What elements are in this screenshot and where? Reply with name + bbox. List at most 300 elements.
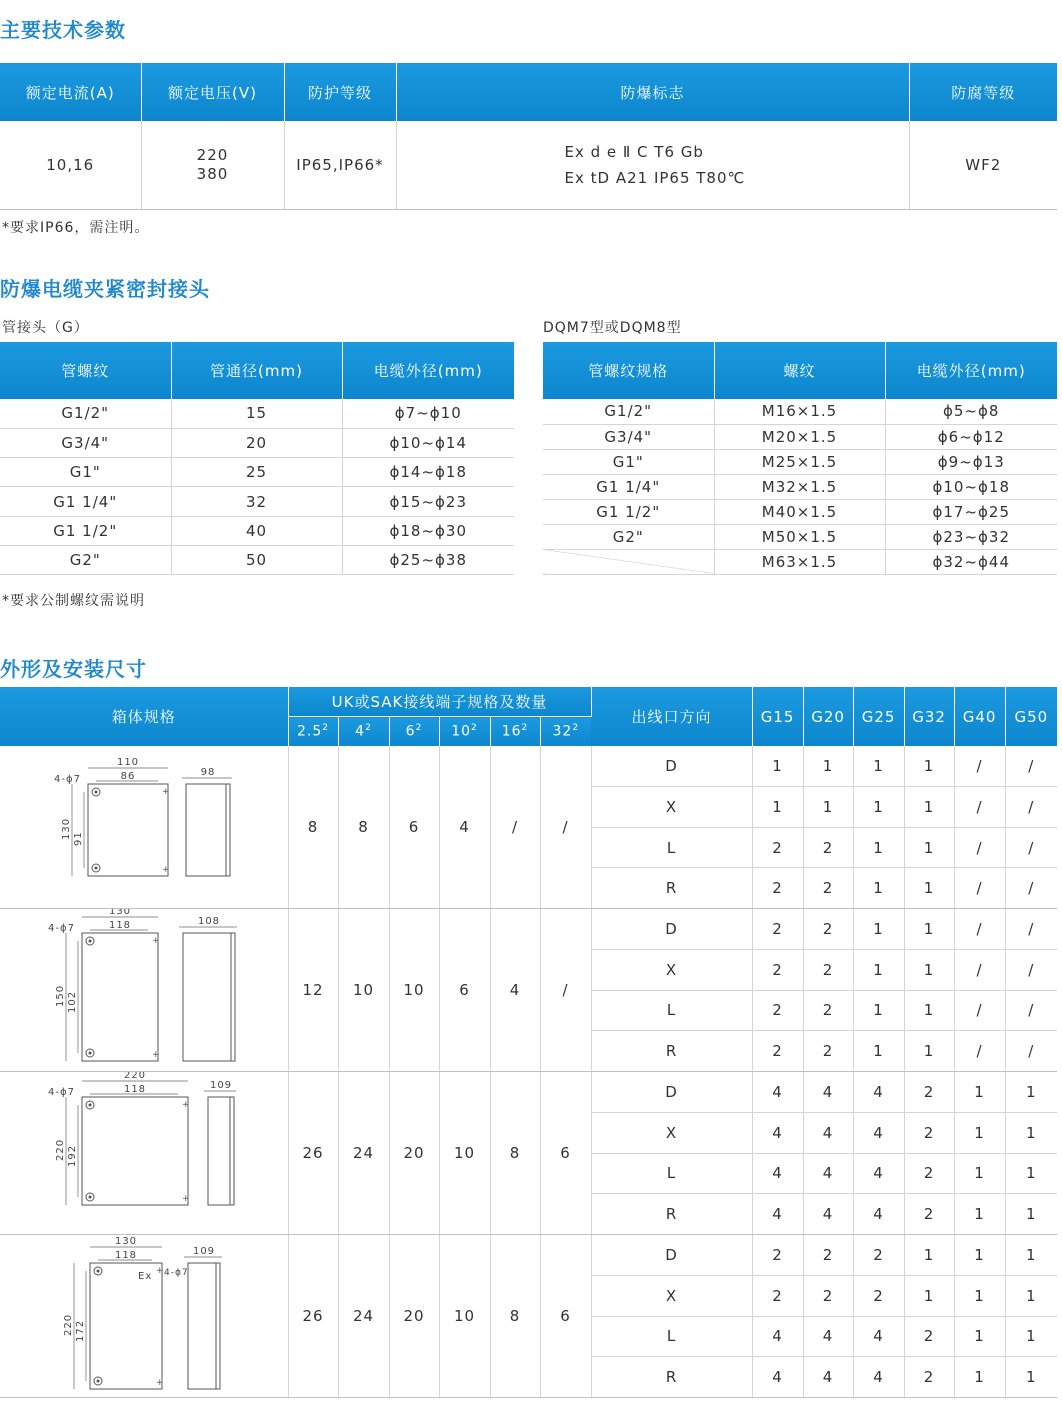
depth-dimension: 108 xyxy=(197,916,221,927)
cable-od-cell: ϕ23~ϕ32 xyxy=(885,524,1057,549)
header-terminal-size xyxy=(540,717,591,747)
terminal-count-cell: 24 xyxy=(338,1072,389,1235)
terminal-count-cell: 26 xyxy=(288,1072,338,1235)
outlet-direction-cell: X xyxy=(591,787,752,828)
gland-count-cell: 1 xyxy=(752,787,803,828)
cable-od-cell: ϕ7~ϕ10 xyxy=(342,399,514,428)
header-ex-mark: 防爆标志 xyxy=(396,63,909,121)
table-row xyxy=(543,449,1057,474)
gland-count-cell: 1 xyxy=(853,990,904,1031)
hole-label: 4-ϕ7 xyxy=(164,1268,189,1278)
outlet-direction-cell: L xyxy=(591,827,752,868)
table-row xyxy=(0,1235,1057,1276)
gland-count-cell: 4 xyxy=(853,1072,904,1113)
table-row xyxy=(0,1072,1057,1113)
cable-od-cell: ϕ15~ϕ23 xyxy=(342,487,514,516)
gland-count-cell: 2 xyxy=(853,1275,904,1316)
gland-count-cell: / xyxy=(1005,827,1057,868)
terminal-count-cell: 4 xyxy=(490,909,540,1072)
outlet-direction-cell: L xyxy=(591,1153,752,1194)
gland-count-cell: 1 xyxy=(904,868,954,909)
header-terminal-spec: UK或SAK接线端子规格及数量 xyxy=(288,687,591,717)
outlet-direction-cell: D xyxy=(591,1235,752,1276)
gland-count-cell: 4 xyxy=(752,1112,803,1153)
gland-count-cell: 4 xyxy=(752,1357,803,1398)
cable-od-cell: ϕ9~ϕ13 xyxy=(885,449,1057,474)
mounting-hole-center xyxy=(95,791,98,794)
cable-od-cell: ϕ18~ϕ30 xyxy=(342,516,514,545)
gland-count-cell: 2 xyxy=(803,1235,853,1276)
section-title-cable-gland: 防爆电缆夹紧密封接头 xyxy=(0,277,210,301)
terminal-count-cell: 4 xyxy=(439,746,490,909)
depth-dimension: 109 xyxy=(192,1246,216,1257)
mounting-hole-center xyxy=(89,1052,92,1055)
enclosure-drawing-cell xyxy=(0,1235,288,1398)
gland-count-cell: 2 xyxy=(803,827,853,868)
gland-count-cell: 1 xyxy=(1005,1153,1057,1194)
pipe-bore-cell: 25 xyxy=(171,458,342,487)
terminal-count-cell: 6 xyxy=(540,1235,591,1398)
header-anticorrosion-level: 防腐等级 xyxy=(909,63,1057,121)
pipe-thread-spec-cell: G2" xyxy=(543,524,714,549)
gland-count-cell: 1 xyxy=(853,868,904,909)
mounting-hole-center xyxy=(89,940,92,943)
gland-count-cell: / xyxy=(954,868,1005,909)
gland-count-cell: 4 xyxy=(752,1316,803,1357)
hole-label: 4-ϕ7 xyxy=(48,1087,75,1098)
gland-count-cell: / xyxy=(954,949,1005,990)
protection-level-value: IP65,IP66* xyxy=(284,121,396,209)
terminal-size-value: 6 xyxy=(405,723,416,740)
gland-count-cell: 1 xyxy=(1005,1235,1057,1276)
terminal-count-cell: 24 xyxy=(338,1235,389,1398)
thread-cell: M63×1.5 xyxy=(714,549,885,574)
terminal-count-cell: / xyxy=(490,746,540,909)
side-view-outline xyxy=(188,1263,220,1389)
gland-count-cell: 2 xyxy=(803,868,853,909)
gland-count-cell: / xyxy=(954,787,1005,828)
mounting-hole-center xyxy=(89,1104,92,1107)
gland-count-cell: 1 xyxy=(1005,1357,1057,1398)
thread-cell: M50×1.5 xyxy=(714,524,885,549)
gland-count-cell: 2 xyxy=(752,868,803,909)
cable-od-cell: ϕ32~ϕ44 xyxy=(885,549,1057,574)
pipe-thread-spec-cell: G1 1/2" xyxy=(543,499,714,524)
width-dimension: 110 xyxy=(116,757,140,768)
gland-count-cell: 1 xyxy=(853,1031,904,1072)
header-pipe-thread: 管螺纹 xyxy=(0,342,171,399)
gland-count-cell: 2 xyxy=(803,949,853,990)
mounting-hole-center xyxy=(97,1380,100,1383)
table-row xyxy=(0,458,514,487)
rated-current-value: 10,16 xyxy=(0,121,141,209)
gland-count-cell: 1 xyxy=(803,746,853,787)
gland-count-cell: 4 xyxy=(803,1316,853,1357)
terminal-count-cell: 20 xyxy=(389,1235,439,1398)
terminal-count-cell: / xyxy=(540,909,591,1072)
header-outlet-direction: 出线口方向 xyxy=(591,687,752,746)
hole-spacing-height: 192 xyxy=(67,1144,78,1167)
enclosure-drawing-cell xyxy=(0,746,288,909)
ip66-note: *要求IP66，需注明。 xyxy=(2,220,150,236)
pipe-thread-spec-cell: G1/2" xyxy=(543,399,714,424)
thread-cell: M40×1.5 xyxy=(714,499,885,524)
gland-count-cell: 2 xyxy=(752,909,803,950)
terminal-count-cell: 8 xyxy=(490,1235,540,1398)
ex-mark: Ex xyxy=(138,1271,153,1282)
gland-count-cell: 1 xyxy=(803,787,853,828)
gland-count-cell: 1 xyxy=(904,1235,954,1276)
terminal-size-value: 2.5 xyxy=(297,723,323,740)
header-terminal-size xyxy=(338,717,389,747)
screw-mark: + xyxy=(182,1194,191,1204)
outlet-direction-cell: R xyxy=(591,868,752,909)
gland-count-cell: 4 xyxy=(853,1316,904,1357)
table-row xyxy=(543,424,1057,449)
enclosure-dimension-drawing xyxy=(0,746,288,904)
front-view-outline xyxy=(82,1097,188,1205)
gland-count-cell: / xyxy=(954,1031,1005,1072)
terminal-size-exponent: 2 xyxy=(365,723,372,734)
left-caption: 管接头（G） xyxy=(2,320,89,336)
terminal-size-exponent: 2 xyxy=(415,723,423,734)
terminal-size-value: 32 xyxy=(552,723,573,740)
pipe-thread-cell: G1/2" xyxy=(0,399,171,428)
terminal-size-value: 16 xyxy=(501,723,522,740)
enclosure-dimension-drawing xyxy=(0,1235,288,1393)
gland-count-cell: 1 xyxy=(954,1153,1005,1194)
gland-count-cell: 1 xyxy=(853,746,904,787)
ex-mark-line-1: Ex d e Ⅱ C T6 Gb xyxy=(564,142,704,161)
gland-count-cell: 1 xyxy=(904,746,954,787)
header-terminal-size xyxy=(389,717,439,747)
outlet-direction-cell: X xyxy=(591,1275,752,1316)
header-g32: G32 xyxy=(904,687,954,746)
mounting-hole-center xyxy=(89,1196,92,1199)
cable-od-cell: ϕ6~ϕ12 xyxy=(885,424,1057,449)
thread-cell: M16×1.5 xyxy=(714,399,885,424)
pipe-bore-cell: 15 xyxy=(171,399,342,428)
screw-mark: + xyxy=(182,1100,191,1110)
header-g40: G40 xyxy=(954,687,1005,746)
gland-count-cell: 1 xyxy=(954,1316,1005,1357)
mounting-hole-center xyxy=(97,1270,100,1273)
cable-od-cell: ϕ14~ϕ18 xyxy=(342,458,514,487)
gland-count-cell: 1 xyxy=(904,909,954,950)
hole-spacing-width: 118 xyxy=(108,920,132,931)
table-row xyxy=(543,549,1057,574)
gland-count-cell: 1 xyxy=(904,990,954,1031)
header-box-spec: 箱体规格 xyxy=(0,687,288,746)
gland-count-cell: 2 xyxy=(803,909,853,950)
outlet-direction-cell: L xyxy=(591,990,752,1031)
pipe-bore-cell: 32 xyxy=(171,487,342,516)
screw-mark: + xyxy=(162,787,171,797)
height-dimension: 150 xyxy=(55,984,66,1007)
pipe-thread-spec-cell xyxy=(543,549,714,574)
gland-count-cell: / xyxy=(1005,909,1057,950)
terminal-count-cell: 10 xyxy=(439,1235,490,1398)
gland-count-cell: 1 xyxy=(904,1031,954,1072)
screw-mark: + xyxy=(156,1378,165,1388)
terminal-count-cell: 26 xyxy=(288,1235,338,1398)
hole-spacing-height: 172 xyxy=(75,1319,86,1342)
header-terminal-size xyxy=(490,717,540,747)
gland-count-cell: 1 xyxy=(1005,1316,1057,1357)
terminal-count-cell: 6 xyxy=(439,909,490,1072)
gland-count-cell: 2 xyxy=(904,1153,954,1194)
terminal-count-cell: 20 xyxy=(389,1072,439,1235)
pipe-thread-spec-cell: G1 1/4" xyxy=(543,474,714,499)
gland-count-cell: 1 xyxy=(853,909,904,950)
height-dimension: 220 xyxy=(63,1313,74,1336)
gland-count-cell: 4 xyxy=(752,1194,803,1235)
header-protection-level: 防护等级 xyxy=(284,63,396,121)
thread-cell: M20×1.5 xyxy=(714,424,885,449)
gland-count-cell: 1 xyxy=(853,949,904,990)
enclosure-dimension-drawing xyxy=(0,1072,288,1230)
ex-mark-value xyxy=(396,121,909,209)
table-row xyxy=(543,499,1057,524)
terminal-count-cell: / xyxy=(540,746,591,909)
header-terminal-size xyxy=(439,717,490,747)
outlet-direction-cell: R xyxy=(591,1194,752,1235)
gland-count-cell: / xyxy=(954,827,1005,868)
metric-thread-note: *要求公制螺纹需说明 xyxy=(2,593,145,609)
terminal-size-value: 10 xyxy=(451,723,472,740)
gland-count-cell: / xyxy=(1005,787,1057,828)
table-row xyxy=(0,909,1057,950)
pipe-thread-spec-cell: G1" xyxy=(543,449,714,474)
tech-params-table xyxy=(0,63,1057,210)
terminal-count-cell: 8 xyxy=(338,746,389,909)
terminal-count-cell: 8 xyxy=(490,1072,540,1235)
table-row xyxy=(0,399,514,428)
gland-count-cell: 2 xyxy=(853,1235,904,1276)
anticorrosion-value: WF2 xyxy=(909,121,1057,209)
cable-od-cell: ϕ10~ϕ18 xyxy=(885,474,1057,499)
gland-count-cell: 4 xyxy=(853,1112,904,1153)
gland-count-cell: 2 xyxy=(904,1072,954,1113)
front-view-outline xyxy=(82,933,158,1061)
header-cable-od: 电缆外径(mm) xyxy=(342,342,514,399)
gland-count-cell: 1 xyxy=(954,1072,1005,1113)
gland-count-cell: 1 xyxy=(1005,1194,1057,1235)
header-g15: G15 xyxy=(752,687,803,746)
dimensions-table xyxy=(0,687,1057,1398)
cable-od-cell: ϕ5~ϕ8 xyxy=(885,399,1057,424)
hole-spacing-width: 118 xyxy=(123,1084,147,1095)
width-dimension: 220 xyxy=(123,1072,147,1081)
terminal-size-exponent: 2 xyxy=(572,723,580,734)
gland-count-cell: 4 xyxy=(853,1357,904,1398)
hole-spacing-width: 118 xyxy=(114,1250,138,1261)
gland-count-cell: 1 xyxy=(904,949,954,990)
screw-mark: + xyxy=(152,1050,161,1060)
header-rated-current: 额定电流(A) xyxy=(0,63,141,121)
table-row xyxy=(543,474,1057,499)
outlet-direction-cell: D xyxy=(591,746,752,787)
cable-od-cell: ϕ17~ϕ25 xyxy=(885,499,1057,524)
gland-count-cell: / xyxy=(954,990,1005,1031)
pipe-bore-cell: 40 xyxy=(171,516,342,545)
pipe-thread-table xyxy=(0,342,514,575)
terminal-count-cell: 12 xyxy=(288,909,338,1072)
gland-count-cell: 1 xyxy=(904,827,954,868)
hole-spacing-height: 91 xyxy=(73,831,84,846)
header-pipe-bore: 管通径(mm) xyxy=(171,342,342,399)
thread-cell: M32×1.5 xyxy=(714,474,885,499)
gland-count-cell: 4 xyxy=(803,1112,853,1153)
section-title-tech-params: 主要技术参数 xyxy=(0,18,126,42)
gland-count-cell: 2 xyxy=(904,1112,954,1153)
cable-od-cell: ϕ25~ϕ38 xyxy=(342,545,514,574)
mounting-hole-center xyxy=(95,867,98,870)
gland-count-cell: 1 xyxy=(853,827,904,868)
gland-count-cell: 1 xyxy=(954,1357,1005,1398)
screw-mark: + xyxy=(156,1266,165,1276)
right-caption: DQM7型或DQM8型 xyxy=(543,320,682,336)
gland-count-cell: 4 xyxy=(803,1194,853,1235)
front-view-outline xyxy=(88,784,168,876)
dqm-thread-table xyxy=(543,342,1057,575)
table-row xyxy=(0,545,514,574)
gland-count-cell: 1 xyxy=(954,1275,1005,1316)
section-title-dimensions: 外形及安装尺寸 xyxy=(0,657,147,681)
header-cable-od: 电缆外径(mm) xyxy=(885,342,1057,399)
outlet-direction-cell: X xyxy=(591,949,752,990)
hole-spacing-height: 102 xyxy=(67,990,78,1013)
depth-dimension: 109 xyxy=(209,1080,233,1091)
gland-count-cell: / xyxy=(954,909,1005,950)
gland-count-cell: / xyxy=(1005,746,1057,787)
table-row xyxy=(0,428,514,457)
gland-count-cell: 1 xyxy=(954,1112,1005,1153)
outlet-direction-cell: R xyxy=(591,1031,752,1072)
gland-count-cell: 1 xyxy=(1005,1112,1057,1153)
outlet-direction-cell: D xyxy=(591,909,752,950)
voltage-220: 220 xyxy=(196,145,229,164)
terminal-size-exponent: 2 xyxy=(521,723,529,734)
table-row xyxy=(0,516,514,545)
thread-cell: M25×1.5 xyxy=(714,449,885,474)
gland-count-cell: 2 xyxy=(752,949,803,990)
pipe-thread-cell: G1" xyxy=(0,458,171,487)
outlet-direction-cell: L xyxy=(591,1316,752,1357)
screw-mark: + xyxy=(152,936,161,946)
terminal-size-exponent: 2 xyxy=(322,723,329,734)
gland-count-cell: 2 xyxy=(752,1031,803,1072)
table-row xyxy=(543,399,1057,424)
gland-count-cell: 1 xyxy=(752,746,803,787)
terminal-count-cell: 10 xyxy=(439,1072,490,1235)
table-row xyxy=(543,524,1057,549)
terminal-count-cell: 8 xyxy=(288,746,338,909)
table-row xyxy=(0,746,1057,787)
terminal-count-cell: 10 xyxy=(389,909,439,1072)
depth-dimension: 98 xyxy=(200,767,216,778)
gland-count-cell: 4 xyxy=(752,1153,803,1194)
header-thread: 螺纹 xyxy=(714,342,885,399)
pipe-bore-cell: 20 xyxy=(171,428,342,457)
table-row xyxy=(0,487,514,516)
cable-od-cell: ϕ10~ϕ14 xyxy=(342,428,514,457)
gland-count-cell: 4 xyxy=(853,1194,904,1235)
gland-count-cell: 2 xyxy=(752,990,803,1031)
gland-count-cell: 2 xyxy=(803,1275,853,1316)
gland-count-cell: / xyxy=(954,746,1005,787)
gland-count-cell: 2 xyxy=(904,1357,954,1398)
gland-count-cell: 2 xyxy=(904,1194,954,1235)
terminal-size-value: 4 xyxy=(355,723,366,740)
gland-count-cell: 4 xyxy=(752,1072,803,1113)
outlet-direction-cell: R xyxy=(591,1357,752,1398)
header-g25: G25 xyxy=(853,687,904,746)
pipe-thread-spec-cell: G3/4" xyxy=(543,424,714,449)
gland-count-cell: 2 xyxy=(752,1235,803,1276)
gland-count-cell: 1 xyxy=(904,787,954,828)
gland-count-cell: 2 xyxy=(803,990,853,1031)
gland-count-cell: 1 xyxy=(904,1275,954,1316)
enclosure-drawing-cell xyxy=(0,909,288,1072)
terminal-size-exponent: 2 xyxy=(471,723,478,734)
pipe-bore-cell: 50 xyxy=(171,545,342,574)
gland-count-cell: 2 xyxy=(752,827,803,868)
hole-label: 4-ϕ7 xyxy=(48,923,75,934)
width-dimension: 130 xyxy=(114,1236,138,1247)
pipe-thread-cell: G1 1/2" xyxy=(0,516,171,545)
ex-mark-line-2: Ex tD A21 IP65 T80℃ xyxy=(564,168,746,187)
gland-count-cell: / xyxy=(1005,1031,1057,1072)
height-dimension: 130 xyxy=(61,817,72,840)
header-rated-voltage: 额定电压(V) xyxy=(141,63,284,121)
side-view-outline xyxy=(183,933,235,1061)
gland-count-cell: 4 xyxy=(803,1357,853,1398)
screw-mark: + xyxy=(162,865,171,875)
width-dimension: 130 xyxy=(108,909,132,917)
header-terminal-size xyxy=(288,717,338,747)
gland-count-cell: 1 xyxy=(954,1194,1005,1235)
gland-count-cell: 1 xyxy=(1005,1275,1057,1316)
outlet-direction-cell: X xyxy=(591,1112,752,1153)
terminal-count-cell: 6 xyxy=(389,746,439,909)
gland-count-cell: 2 xyxy=(904,1316,954,1357)
gland-count-cell: / xyxy=(1005,949,1057,990)
hole-label: 4-ϕ7 xyxy=(54,774,81,785)
hole-spacing-width: 86 xyxy=(120,771,136,782)
gland-count-cell: 1 xyxy=(1005,1072,1057,1113)
terminal-count-cell: 6 xyxy=(540,1072,591,1235)
pipe-thread-cell: G3/4" xyxy=(0,428,171,457)
gland-count-cell: / xyxy=(1005,990,1057,1031)
gland-count-cell: 2 xyxy=(803,1031,853,1072)
rated-voltage-value xyxy=(141,121,284,209)
header-pipe-thread-spec: 管螺纹规格 xyxy=(543,342,714,399)
gland-count-cell: / xyxy=(1005,868,1057,909)
header-g50: G50 xyxy=(1005,687,1057,746)
height-dimension: 220 xyxy=(55,1138,66,1161)
enclosure-drawing-cell xyxy=(0,1072,288,1235)
pipe-thread-cell: G2" xyxy=(0,545,171,574)
gland-count-cell: 1 xyxy=(853,787,904,828)
gland-count-cell: 1 xyxy=(954,1235,1005,1276)
enclosure-dimension-drawing xyxy=(0,909,288,1067)
voltage-380: 380 xyxy=(196,164,229,183)
terminal-count-cell: 10 xyxy=(338,909,389,1072)
outlet-direction-cell: D xyxy=(591,1072,752,1113)
gland-count-cell: 4 xyxy=(803,1072,853,1113)
gland-count-cell: 2 xyxy=(752,1275,803,1316)
